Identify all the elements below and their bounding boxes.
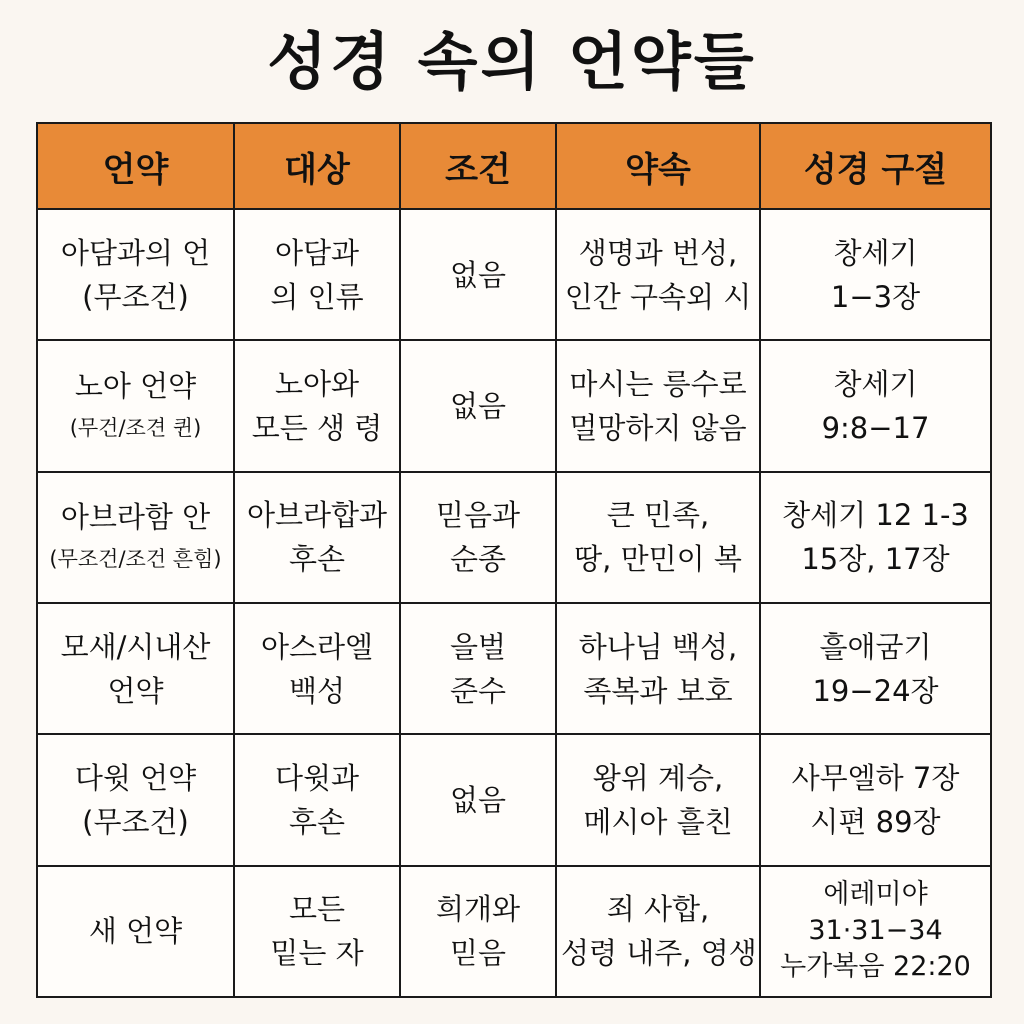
target-line: 노아와	[274, 366, 360, 401]
promise-line: 족복과 보호	[583, 673, 733, 708]
promise-line: 죄 사합,	[606, 892, 710, 927]
target-line: 모든	[288, 892, 346, 927]
target-line: 다윗과	[274, 760, 360, 795]
reference-line: 31·31−34	[808, 915, 943, 947]
covenant-type: (무조건/조건 흔힘)	[49, 547, 222, 572]
covenant-type: (무건/조견 퀸)	[69, 415, 202, 440]
covenant-name: 아담과의 언	[60, 235, 211, 270]
reference-line: 1−3장	[830, 279, 921, 314]
cell-promise	[556, 866, 760, 997]
target-line: 후손	[288, 542, 346, 577]
table-row	[37, 472, 991, 603]
table-row	[37, 734, 991, 865]
header-target: 대상	[234, 123, 400, 209]
table-row	[37, 603, 991, 734]
table-row	[37, 209, 991, 340]
covenant-type: (무조건)	[82, 804, 189, 839]
reference-line: 9:8−17	[821, 410, 930, 445]
condition-line: 준수	[449, 673, 507, 708]
promise-line: 왕위 계승,	[592, 760, 724, 795]
covenants-table	[36, 122, 992, 998]
promise-line: 하나님 백성,	[578, 629, 738, 664]
reference-line: 흘애굼기	[819, 629, 932, 664]
cell-target	[234, 209, 400, 340]
covenant-name: 새 언약	[88, 914, 183, 949]
cell-condition	[400, 340, 556, 471]
reference-line: 사무엘하 7장	[791, 760, 960, 795]
reference-line: 에레미야	[823, 879, 928, 911]
table-row	[37, 866, 991, 997]
cell-reference	[760, 340, 991, 471]
cell-target	[234, 866, 400, 997]
cell-reference	[760, 472, 991, 603]
cell-target	[234, 340, 400, 471]
target-line: 밑는 자	[270, 936, 364, 971]
cell-condition	[400, 472, 556, 603]
cell-target	[234, 472, 400, 603]
covenant-name: 다윗 언약	[74, 760, 197, 795]
header-reference: 성경 구절	[760, 123, 991, 209]
header-covenant: 언약	[37, 123, 234, 209]
target-line: 아브라합과	[246, 498, 388, 533]
condition-line: 순종	[449, 542, 507, 577]
covenant-name: 아브라함 안	[60, 500, 211, 535]
header-promise: 약속	[556, 123, 760, 209]
page-title: 성경 속의 언약들	[267, 25, 757, 98]
condition-line: 믿음	[449, 936, 507, 971]
cell-promise	[556, 209, 760, 340]
cell-condition	[400, 209, 556, 340]
table-header-row	[37, 123, 991, 209]
promise-line: 멀망하지 않음	[569, 410, 747, 445]
cell-target	[234, 603, 400, 734]
covenant-name: 모새/시내산	[60, 629, 211, 664]
covenant-name: 노아 언약	[74, 368, 197, 403]
target-line: 아스라엘	[260, 629, 374, 664]
condition-line: 희개와	[435, 892, 521, 927]
reference-line: 창세기	[833, 366, 918, 401]
cell-condition	[400, 866, 556, 997]
cell-promise	[556, 603, 760, 734]
target-line: 아담과	[274, 235, 360, 270]
cell-reference	[760, 603, 991, 734]
covenant-type: (무조건)	[82, 279, 189, 314]
cell-covenant	[37, 734, 234, 865]
cell-reference	[760, 734, 991, 865]
cell-reference	[760, 866, 991, 997]
reference-line: 누가복음 22:20	[780, 951, 971, 983]
reference-line: 시편 89장	[810, 804, 941, 839]
promise-line: 성령 내주, 영생	[561, 936, 757, 971]
target-line: 후손	[288, 804, 346, 839]
cell-covenant	[37, 866, 234, 997]
condition-line: 없음	[449, 782, 507, 817]
cell-covenant	[37, 209, 234, 340]
target-line: 의 인류	[270, 279, 364, 314]
target-line: 모든 생 령	[251, 410, 383, 445]
promise-line: 땅, 만민이 복	[574, 542, 742, 577]
target-line: 백성	[288, 673, 346, 708]
promise-line: 인간 구속외 시	[564, 279, 752, 314]
condition-line: 없음	[449, 388, 507, 423]
reference-line: 19−24장	[812, 673, 939, 708]
cell-covenant	[37, 472, 234, 603]
cell-target	[234, 734, 400, 865]
cell-condition	[400, 734, 556, 865]
reference-line: 창세기 12 1-3	[782, 498, 969, 533]
reference-line: 15장, 17장	[801, 542, 950, 577]
covenant-type: 언약	[107, 673, 164, 708]
cell-promise	[556, 340, 760, 471]
promise-line: 생명과 번성,	[578, 235, 738, 270]
condition-line: 을벌	[449, 629, 507, 664]
condition-line: 없음	[449, 257, 507, 292]
cell-covenant	[37, 603, 234, 734]
cell-promise	[556, 734, 760, 865]
reference-line: 창세기	[833, 235, 918, 270]
promise-line: 마시는 릉수로	[569, 366, 747, 401]
cell-covenant	[37, 340, 234, 471]
header-condition: 조건	[400, 123, 556, 209]
cell-promise	[556, 472, 760, 603]
condition-line: 믿음과	[435, 498, 521, 533]
cell-condition	[400, 603, 556, 734]
promise-line: 큰 민족,	[606, 498, 710, 533]
table-row	[37, 340, 991, 471]
cell-reference	[760, 209, 991, 340]
promise-line: 메시아 흘친	[583, 804, 733, 839]
